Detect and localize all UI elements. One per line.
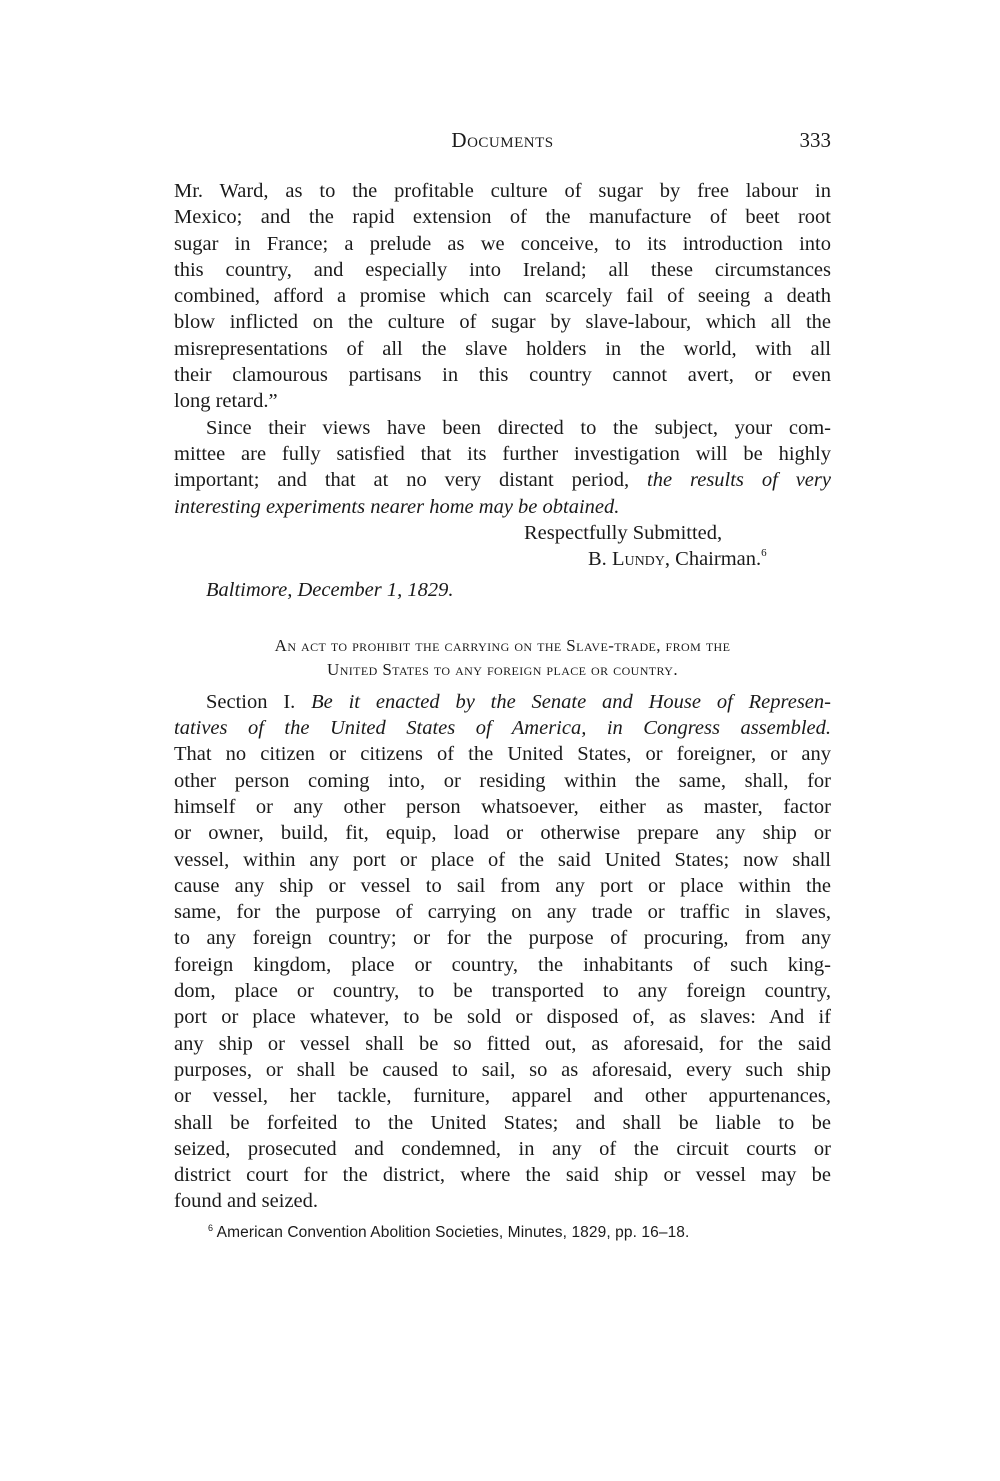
text-line: to any foreign country; or for the purpose of procuring, from any <box>174 927 831 950</box>
text-line: himself or any other person whatsoever, either as master, factor <box>174 795 831 818</box>
text-line: their clamourous partisans in this country cannot avert, or even <box>174 364 831 387</box>
signatory-surname: Lundy <box>611 548 665 571</box>
text-line: misrepresentations of all the slave holders in the world, with all <box>174 337 831 360</box>
text-line: district court for the district, where the said ship or vessel may be <box>174 1164 831 1187</box>
text-line: other person coming into, or residing within the same, shall, for <box>174 769 831 792</box>
act-title-line: United States to any foreign place or country. <box>327 659 678 679</box>
text-line: dom, place or country, to be transported to any foreign country, <box>174 980 831 1003</box>
text-line: Mexico; and the rapid extension of the manufacture of beet root <box>174 206 831 229</box>
running-head-title: Documents <box>451 128 554 152</box>
continuation-paragraph <box>174 178 831 415</box>
text-line: purposes, or shall be caused to sail, so as aforesaid, every such ship <box>174 1058 831 1081</box>
text-line: long retard.” <box>174 390 278 413</box>
text-line: shall be forfeited to the United States; and shall be liable to be <box>174 1111 831 1134</box>
text-line: blow inflicted on the culture of sugar by slave-labour, which all the <box>174 311 831 334</box>
text-line: That no citizen or citizens of the United States, or foreigner, or any <box>174 743 831 766</box>
text-line: mittee are fully satisfied that its further investigation will be highly <box>174 442 831 465</box>
dateline: Baltimore, December 1, 1829. <box>206 579 454 602</box>
text-line: found and seized. <box>174 1190 319 1213</box>
text-line: any ship or vessel shall be so fitted out, as aforesaid, for the said <box>174 1032 831 1055</box>
running-head <box>174 128 831 158</box>
text-line: this country, and especially into Ireland; all these circumstances <box>174 258 831 281</box>
italic-text: Be it enacted by the Senate and House of Represen- <box>311 690 831 713</box>
text-line: same, for the purpose of carrying on any trade or traffic in slaves, <box>174 901 831 924</box>
text-line: Mr. Ward, as to the profitable culture of sugar by free labour in <box>174 180 831 202</box>
footnote-reference: 6 <box>761 547 767 560</box>
act-title <box>174 634 831 682</box>
text-segment: important; and that at no very distant period, <box>174 469 648 492</box>
text-line: port or place whatever, to be sold or disposed of, as slaves: And if <box>174 1006 831 1029</box>
section-label: Section I. <box>206 690 312 713</box>
italic-text: tatives of the United States of America, in Congress assembled. <box>174 717 831 740</box>
signoff <box>174 520 831 573</box>
italic-text: interesting experiments nearer home may be obtained. <box>174 495 620 518</box>
footnote <box>174 1223 831 1243</box>
text-line <box>174 715 831 741</box>
document-page <box>174 128 831 1243</box>
text-line: sugar in France; a prelude as we conceive, to its introduction into <box>174 232 831 255</box>
section-one <box>174 689 831 1215</box>
italic-text: the results of very <box>647 469 831 492</box>
text-line <box>174 689 831 715</box>
committee-paragraph <box>174 415 831 520</box>
text-line <box>174 467 831 493</box>
text-line: or owner, build, fit, equip, load or otherwise prepare any ship or <box>174 822 831 845</box>
signatory <box>174 546 831 572</box>
act-title-line: An act to prohibit the carrying on the Slave-trade, from the <box>274 635 731 655</box>
page-number: 333 <box>799 128 831 152</box>
text-line: combined, afford a promise which can scarcely fail of seeing a death <box>174 285 831 308</box>
footnote-mark: 6 <box>208 1222 214 1233</box>
signatory-role: , Chairman. <box>664 548 762 571</box>
text-line: foreign kingdom, place or country, the inhabitants of such king- <box>174 953 831 976</box>
signatory-initial: B. <box>588 548 612 571</box>
text-line: seized, prosecuted and condemned, in any of the circuit courts or <box>174 1137 831 1160</box>
text-line <box>174 494 831 520</box>
text-line: or vessel, her tackle, furniture, apparel and other appurtenances, <box>174 1085 831 1108</box>
text-line: cause any ship or vessel to sail from any port or place within the <box>174 874 831 897</box>
footnote-text: American Convention Abolition Societies, Minutes, 1829, pp. 16–18. <box>216 1223 690 1241</box>
respectfully-submitted: Respectfully Submitted, <box>524 521 723 544</box>
text-line: Since their views have been directed to the subject, your com- <box>206 416 831 439</box>
text-line: vessel, within any port or place of the said United States; now shall <box>174 848 831 871</box>
